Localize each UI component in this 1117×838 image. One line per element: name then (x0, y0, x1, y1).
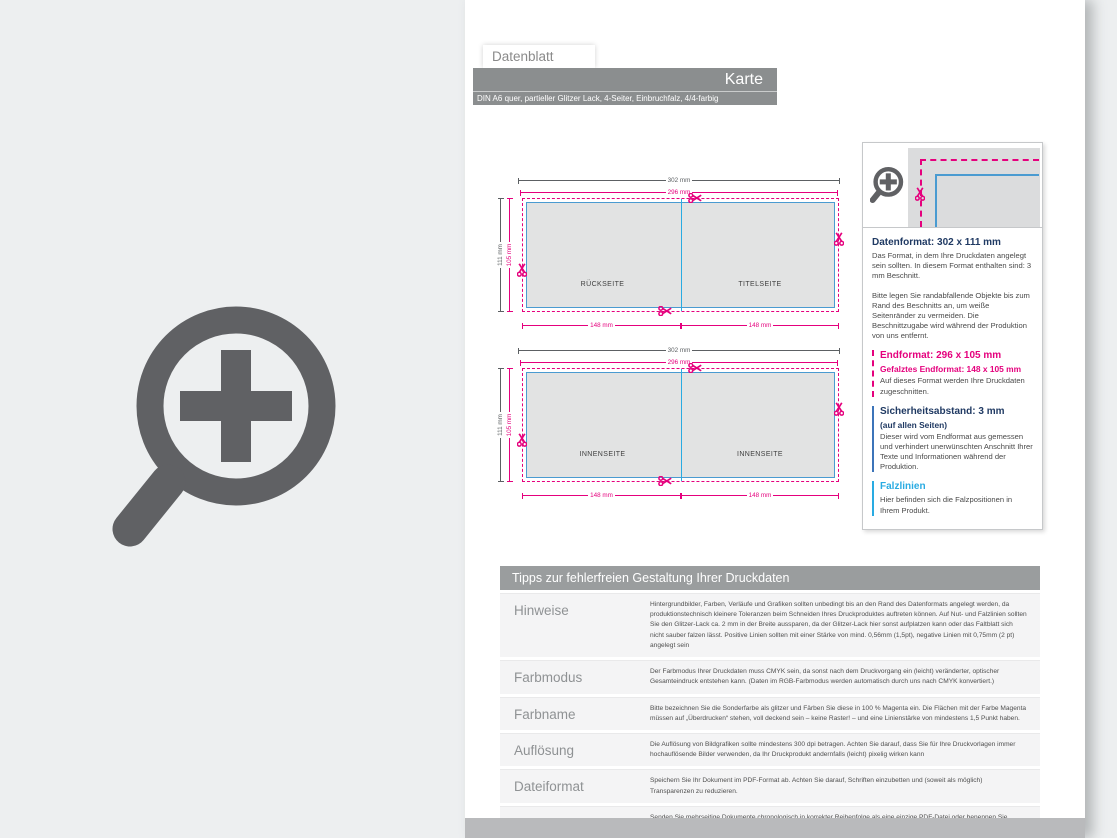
tips-table (500, 593, 1040, 838)
section-datenformat (872, 237, 1033, 341)
fold-line (681, 369, 682, 481)
endformat-text: Auf dieses Format werden Ihre Druckdaten zugeschnitten. (880, 376, 1025, 396)
title-band (473, 68, 777, 91)
bleed-box (522, 368, 839, 482)
page-label-left: INNENSEITE (579, 451, 626, 458)
inset-trim-line (935, 174, 1039, 176)
tip-row-text: Hintergrundbilder, Farben, Verläufe und Grafiken sollten unbedingt bis an den Rand des Datenformats angelegt werden, da produktionstechnisch kleinere Toleranzen beim Schneiden Ihres Druckproduktes auftreten können. Auf Nut- und Falzlinien sollten Sie den Glitzer-Lack ca. 2 mm in der Breite aussparen, da der Glitzer-Lack hier sonst aufplatzen kann oder das Faltblatt sich nicht sauber falzen lässt. Positive Linien sollten mit einer Stärke von mind. 0,56mm (1,5pt), negative Linien mit 0,75mm (2 pt) angelegt sein (650, 601, 1027, 649)
endformat-subheading: Gefalztes Endformat: 148 x 105 mm (880, 364, 1022, 375)
datenformat-text: Das Format, in dem Ihre Druckdaten angelegt sein sollten. In diesem Format enthalten sind: 3 mm Beschnitt. (872, 251, 1032, 281)
dim-height-outer: 111 mm (496, 198, 505, 312)
zoom-detail-inset (863, 143, 1042, 228)
tip-row-text: Die Auflösung von Bildgrafiken sollte mindestens 300 dpi betragen. Achten Sie darauf, dass Sie für Ihre Druckvorlagen immer hochauflösende Bilder verwenden, da Ihr Druckprodukt andernfalls (leicht) pixelig wirken kann (650, 740, 1016, 759)
dim-width-inner: 296 mm (520, 188, 838, 197)
scissors-icon (834, 232, 844, 246)
tips-header (500, 566, 1040, 590)
datenblatt-tab-label: Datenblatt (492, 49, 554, 64)
bleed-box (522, 198, 839, 312)
falzlinien-heading: Falzlinien (880, 481, 926, 493)
dim-height-inner: 105 mm (505, 198, 514, 312)
subtitle-band (473, 91, 777, 105)
scissors-icon (658, 476, 672, 486)
dim-width-outer: 302 mm (518, 346, 840, 355)
dim-width-inner: 296 mm (520, 358, 838, 367)
dim-fold-right: 148 mm (681, 491, 839, 500)
dim-fold-right: 148 mm (681, 321, 839, 330)
scissors-icon (834, 402, 844, 416)
section-falzlinien (872, 481, 1033, 515)
page-label-right: TITELSEITE (738, 281, 782, 288)
page-label-right: INNENSEITE (736, 451, 783, 458)
zoom-plus-icon (112, 296, 356, 563)
zoom-plus-icon (870, 165, 906, 210)
inset-trim-line (935, 174, 937, 227)
scissors-icon (688, 363, 702, 373)
dim-height-outer: 111 mm (496, 368, 505, 482)
scissors-icon (688, 193, 702, 203)
page-title: Karte (724, 70, 763, 88)
inset-bleed-line (920, 159, 1039, 161)
scissors-icon (517, 263, 527, 277)
sicherheitsabstand-heading: Sicherheitsabstand: 3 mm (880, 405, 1005, 417)
page-label-left: RÜCKSEITE (580, 281, 625, 288)
sicherheitsabstand-subheading: (auf allen Seiten) (880, 419, 948, 430)
format-info-panel (862, 142, 1043, 530)
dim-height-inner: 105 mm (505, 368, 514, 482)
tip-row-label: Dateiformat (514, 779, 584, 795)
scissors-icon (915, 187, 925, 201)
footer-bar (465, 818, 1085, 838)
falzlinien-text: Hier befinden sich die Falzpositionen in Ihrem Produkt. (880, 495, 1013, 515)
section-endformat (872, 350, 1033, 396)
tip-row-text: Der Farbmodus Ihrer Druckdaten muss CMYK sein, da sonst nach dem Druckvorgang ein (leicht) veränderter, optischer Gesamteindruck entstehen kann. (Daten im RGB-Farbmodus werden automatisch durch uns nach CMYK konvertiert.) (650, 668, 1000, 686)
datenformat-heading: Datenformat: 302 x 111 mm (872, 237, 1001, 248)
section-sicherheitsabstand (872, 406, 1033, 473)
diagram-inner-pages (490, 340, 855, 508)
product-subtitle: DIN A6 quer, partieller Glitzer Lack, 4-Seiter, Einbruchfalz, 4/4-farbig (477, 94, 719, 103)
tip-row-label: Hinweise (514, 603, 569, 618)
tip-row-text: Speichern Sie Ihr Dokument im PDF-Format ab. Achten Sie darauf, Schriften einzubetten und (soweit als möglich) Transparenzen zu reduzieren. (650, 777, 983, 795)
tip-row-label: Farbname (514, 706, 576, 722)
tip-row-label: Auflösung (514, 742, 575, 758)
table-row (500, 697, 1040, 730)
table-row (500, 660, 1040, 693)
scissors-icon (517, 433, 527, 447)
table-row (500, 593, 1040, 657)
dim-fold-left: 148 mm (522, 491, 681, 500)
datenformat-text: Bitte legen Sie randabfallende Objekte bis zum Rand des Beschnitts an, um weiße Seitenränder zu vermeiden. Die Beschnittzugabe wird während der Produktion von uns entfernt. (872, 290, 1030, 341)
sicherheitsabstand-text: Dieser wird vom Endformat aus gemessen und verhindert unerwünschten Anschnitt Ihrer Texte und Informationen während der Produktion. (880, 431, 1033, 472)
tips-header-label: Tipps zur fehlerfreien Gestaltung Ihrer Druckdaten (512, 571, 790, 585)
datenblatt-tab (483, 45, 595, 68)
datasheet-page (465, 0, 1085, 838)
dim-fold-left: 148 mm (522, 321, 681, 330)
fold-line (681, 199, 682, 311)
dim-width-outer: 302 mm (518, 176, 840, 185)
endformat-heading: Endformat: 296 x 105 mm (880, 350, 1002, 362)
tip-row-label: Farbmodus (514, 670, 583, 686)
table-row (500, 769, 1040, 802)
tip-row-text: Bitte bezeichnen Sie die Sonderfarbe als glitzer und Färben Sie diese in 100 % Magenta ein. Die Flächen mit der Farbe Magenta müssen auf „Überdrucken“ stehen, voll deckend sein – keine Raster! – und eine Linienstärke von mindestens 1,5 Punkt haben. (650, 704, 1027, 722)
scissors-icon (658, 306, 672, 316)
diagram-outer-pages (490, 170, 855, 338)
table-row (500, 733, 1040, 766)
